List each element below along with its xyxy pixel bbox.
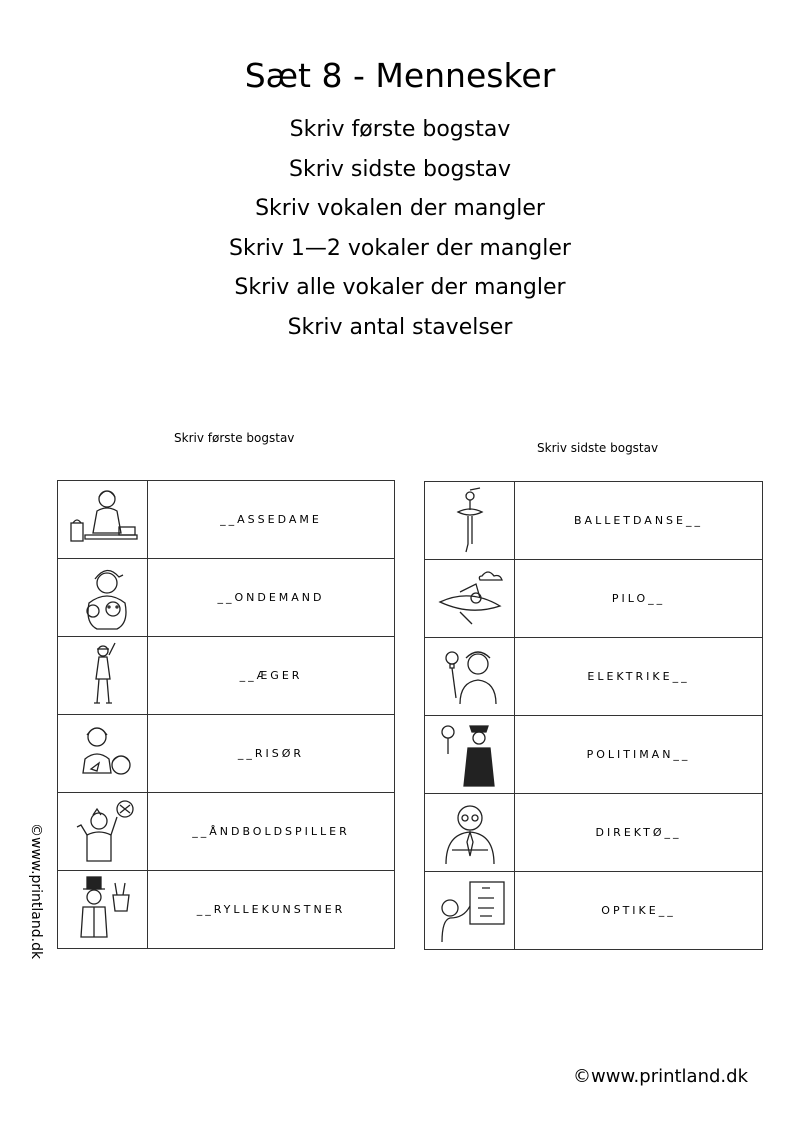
table-row: [425, 482, 763, 560]
word-prompt: POLITIMAN__: [515, 716, 763, 794]
word-prompt: __ÅNDBOLDSPILLER: [148, 793, 395, 871]
table-row: [425, 638, 763, 716]
instruction-item: Skriv alle vokaler der mangler: [234, 275, 566, 300]
instruction-item: Skriv 1—2 vokaler der mangler: [229, 235, 571, 261]
word-prompt: __ONDEMAND: [148, 559, 395, 637]
table-row: [58, 637, 395, 715]
word-prompt: PILO__: [515, 560, 763, 638]
word-prompt: __ÆGER: [148, 637, 395, 715]
side-credit: ©www.printland.dk: [28, 823, 44, 960]
instruction-item: Skriv sidste bogstav: [288, 156, 511, 182]
director-picture: [425, 794, 515, 872]
table-row: [425, 560, 763, 638]
table-row: [58, 559, 395, 637]
pilot-picture: [425, 560, 515, 638]
ballet-dancer-picture: [425, 482, 515, 560]
word-prompt: __RYLLEKUNSTNER: [148, 871, 395, 949]
magician-picture: [58, 871, 148, 949]
electrician-picture: [425, 638, 515, 716]
hunter-picture: [58, 637, 148, 715]
table-row: [425, 872, 763, 950]
page-title: Sæt 8 - Mennesker: [244, 56, 556, 95]
table-row: [58, 481, 395, 559]
optician-picture: [425, 872, 515, 950]
nanny-picture: [58, 559, 148, 637]
instruction-item: Skriv antal stavelser: [287, 314, 513, 340]
right-word-table: [424, 481, 763, 950]
left-word-table: [57, 480, 395, 949]
word-prompt: BALLETDANSE__: [515, 482, 763, 560]
table-row: [425, 716, 763, 794]
table-row: [58, 715, 395, 793]
shop-assistant-picture: [58, 481, 148, 559]
hairdresser-picture: [58, 715, 148, 793]
word-prompt: OPTIKE__: [515, 872, 763, 950]
left-sheet-label: Skriv første bogstav: [174, 431, 295, 445]
instruction-list: [0, 110, 800, 347]
footer-credit: ©www.printland.dk: [573, 1066, 748, 1087]
word-prompt: __RISØR: [148, 715, 395, 793]
word-prompt: ELEKTRIKE__: [515, 638, 763, 716]
right-sheet-label: Skriv sidste bogstav: [537, 441, 659, 455]
policeman-picture: [425, 716, 515, 794]
instruction-item: Skriv vokalen der mangler: [255, 196, 545, 221]
word-prompt: DIREKTØ__: [515, 794, 763, 872]
table-row: [58, 871, 395, 949]
table-row: [425, 794, 763, 872]
handball-player-picture: [58, 793, 148, 871]
word-prompt: __ASSEDAME: [148, 481, 395, 559]
table-row: [58, 793, 395, 871]
instruction-item: Skriv første bogstav: [289, 117, 511, 142]
